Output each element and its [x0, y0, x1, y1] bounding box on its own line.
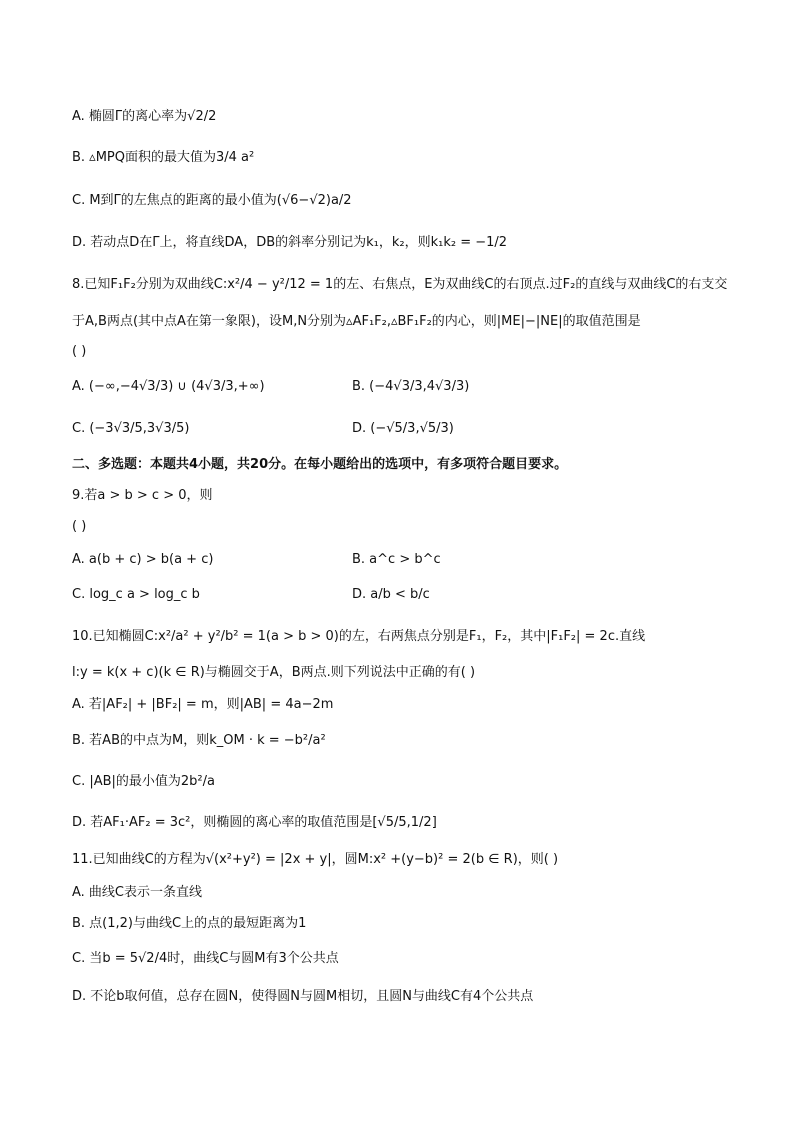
q9-answer-blank: ( ) — [72, 519, 87, 534]
q8-option-a: A. (−∞,−4√3/3) ∪ (4√3/3,+∞) — [72, 379, 265, 394]
q8-stem-line1: 8.已知F₁F₂分别为双曲线C:x²/4 − y²/12 = 1的左、右焦点，E为双曲线C的右顶点.过F₂的直线与双曲线C的右支交 — [72, 277, 728, 292]
q8-answer-blank: ( ) — [72, 344, 87, 359]
q11-option-b: B. 点(1,2)与曲线C上的点的最短距离为1 — [72, 916, 307, 931]
q10-option-a: A. 若|AF₂| + |BF₂| = m，则|AB| = 4a−2m — [72, 697, 334, 712]
q9-stem: 9.若a > b > c > 0，则 — [72, 488, 213, 503]
q10-option-c: C. |AB|的最小值为2b²/a — [72, 774, 215, 789]
q11-option-a: A. 曲线C表示一条直线 — [72, 885, 203, 900]
q11-option-d: D. 不论b取何值，总存在圆N，使得圆N与圆M相切，且圆N与曲线C有4个公共点 — [72, 989, 534, 1004]
q7-option-c: C. M到Γ的左焦点的距离的最小值为(√6−√2)a/2 — [72, 193, 352, 208]
section-heading-multiple-choice: 二、多选题：本题共4小题，共20分。在每小题给出的选项中，有多项符合题目要求。 — [72, 457, 568, 472]
q9-option-c: C. log_c a > log_c b — [72, 587, 200, 602]
q7-option-a: A. 椭圆Γ的离心率为√2/2 — [72, 109, 217, 124]
q7-option-b: B. ▵MPQ面积的最大值为3/4 a² — [72, 150, 255, 165]
q10-option-b: B. 若AB的中点为M，则k_OM · k = −b²/a² — [72, 733, 326, 748]
q7-option-d: D. 若动点D在Γ上，将直线DA，DB的斜率分别记为k₁，k₂，则k₁k₂ = −1/2 — [72, 235, 508, 250]
q10-stem-line1: 10.已知椭圆C:x²/a² + y²/b² = 1(a > b > 0)的左，右两焦点分别是F₁，F₂，其中|F₁F₂| = 2c.直线 — [72, 629, 646, 644]
q8-option-d: D. (−√5/3,√5/3) — [352, 421, 454, 436]
q9-option-d: D. a/b < b/c — [352, 587, 430, 602]
q8-option-b: B. (−4√3/3,4√3/3) — [352, 379, 470, 394]
q9-option-a: A. a(b + c) > b(a + c) — [72, 552, 214, 567]
q9-option-b: B. a^c > b^c — [352, 552, 441, 567]
q8-option-c: C. (−3√3/5,3√3/5) — [72, 421, 190, 436]
q8-stem-line2: 于A,B两点(其中点A在第一象限)，设M,N分别为▵AF₁F₂,▵BF₁F₂的内心，则|ME|−|NE|的取值范围是 — [72, 314, 641, 329]
q10-option-d: D. 若AF₁·AF₂ = 3c²，则椭圆的离心率的取值范围是[√5/5,1/2] — [72, 815, 437, 830]
q11-option-c: C. 当b = 5√2/4时，曲线C与圆M有3个公共点 — [72, 951, 339, 966]
q11-stem: 11.已知曲线C的方程为√(x²+y²) = |2x + y|，圆M:x² +(y−b)² = 2(b ∈ R)，则( ) — [72, 852, 559, 867]
q10-stem-line2: l:y = k(x + c)(k ∈ R)与椭圆交于A，B两点.则下列说法中正确的有( ) — [72, 665, 476, 680]
